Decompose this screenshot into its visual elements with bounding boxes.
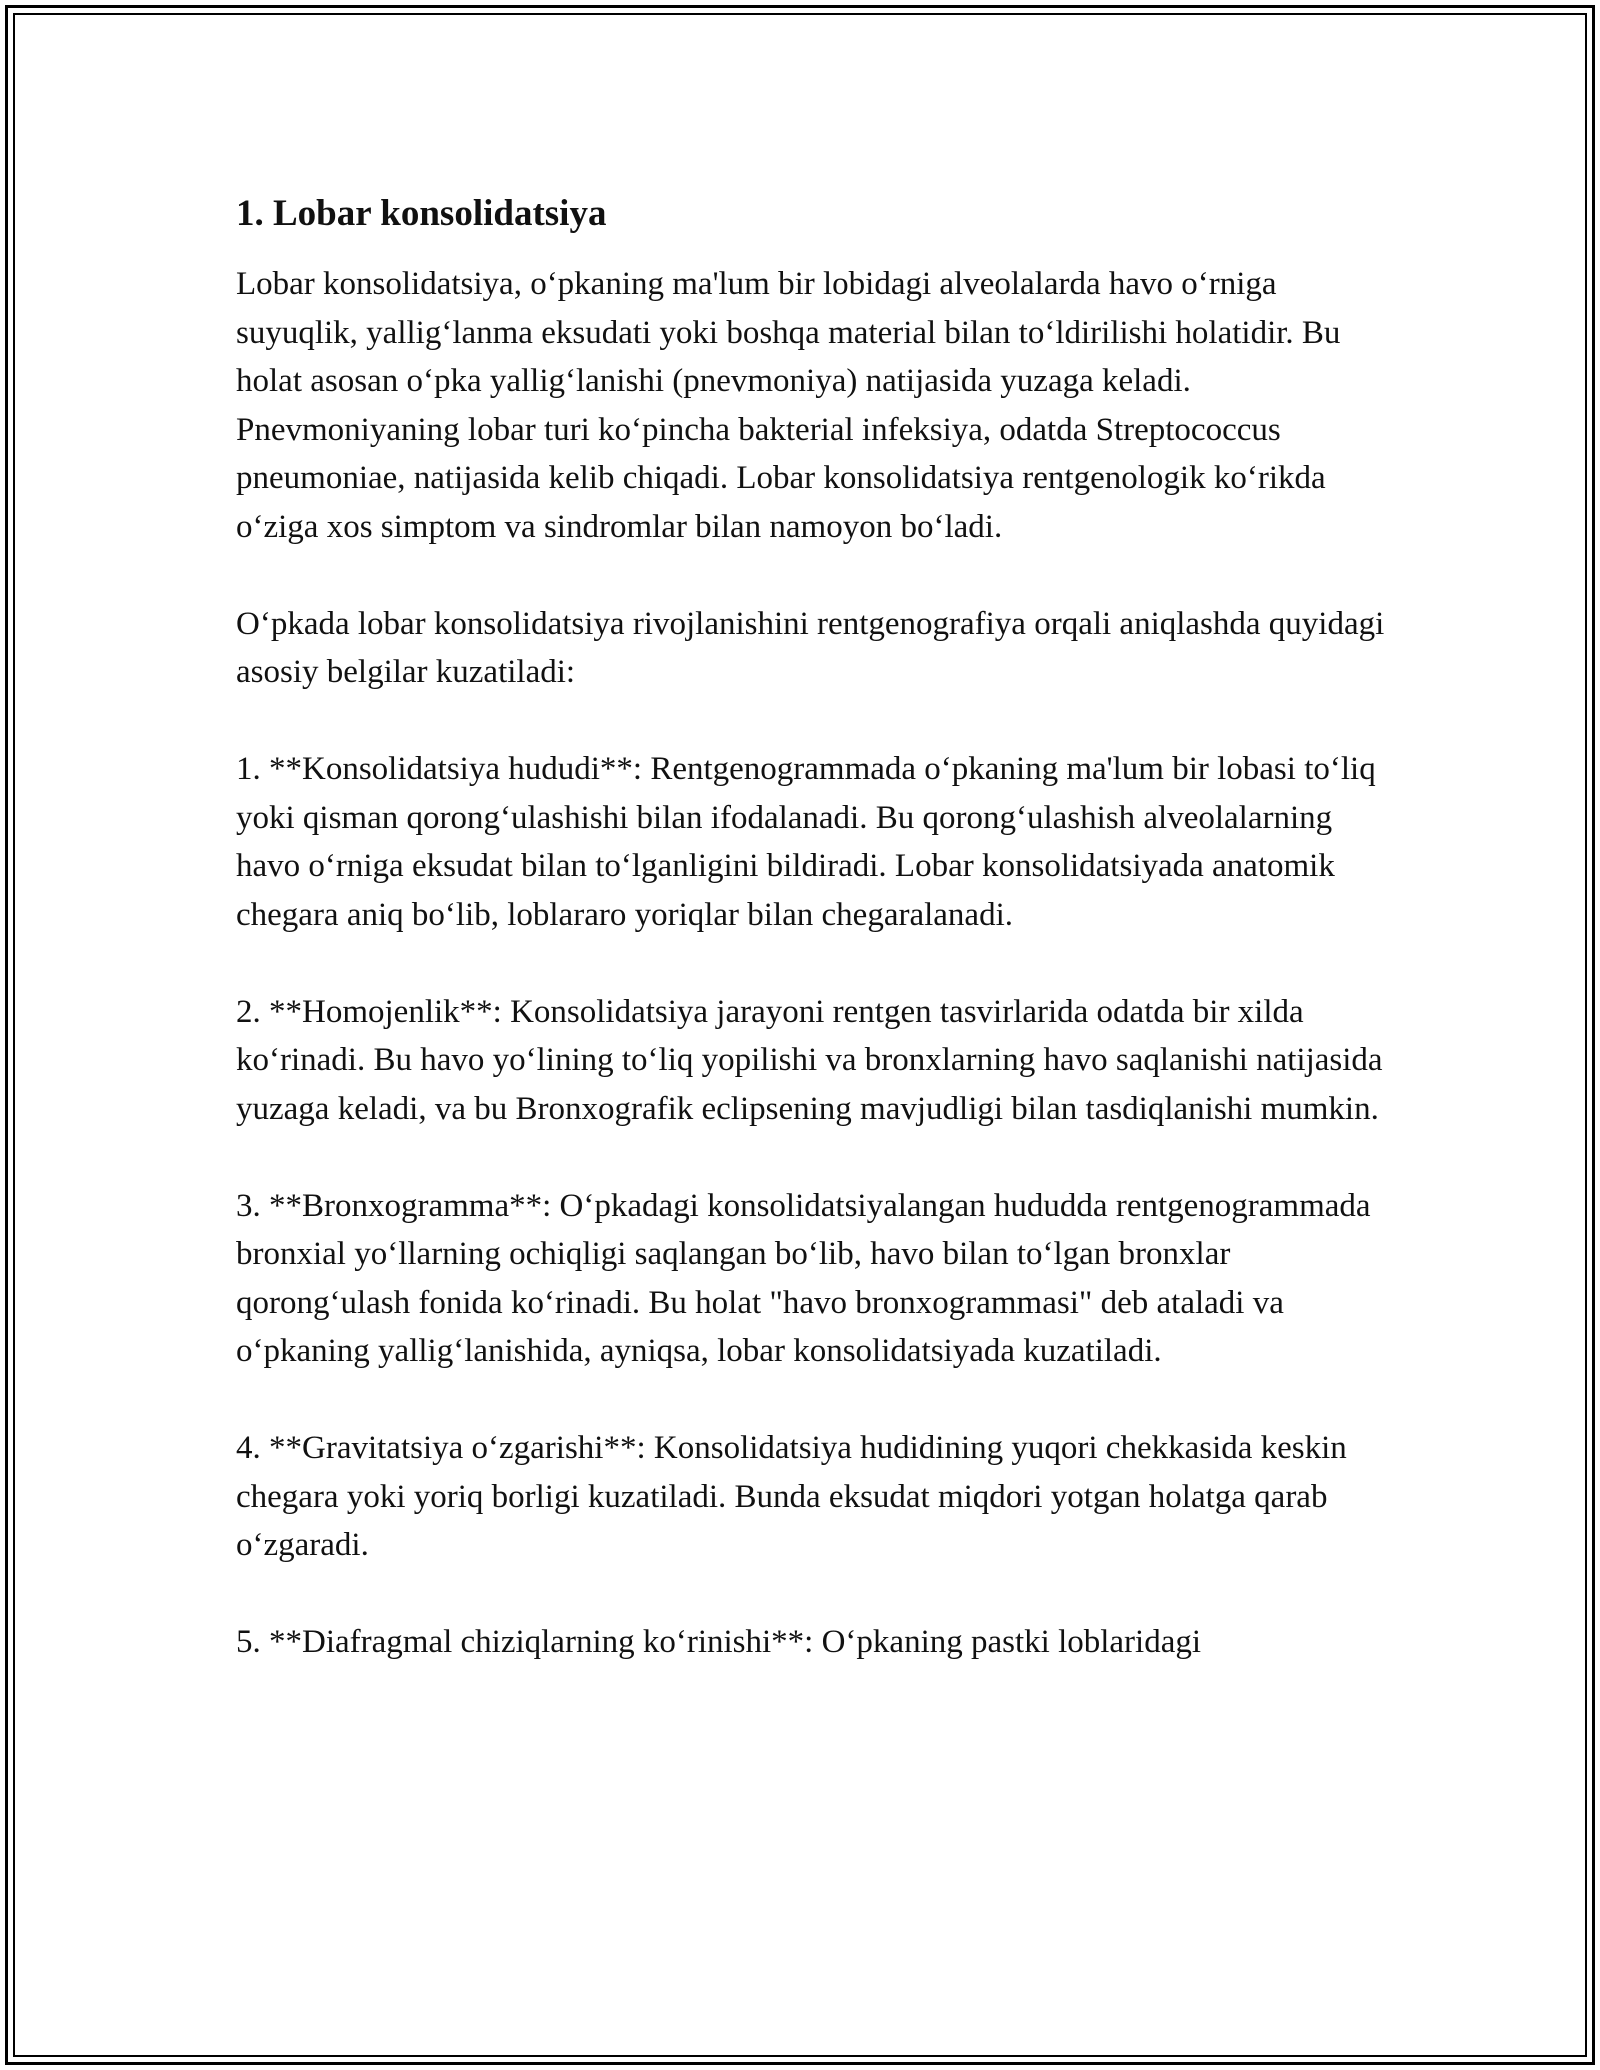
list-item-gravitatsiya: 4. **Gravitatsiya o‘zgarishi**: Konsolidatsiya hudidining yuqori chekkasida keskin chegara yoki yoriq borligi kuzatiladi. Bunda eksudat miqdori yotgan holatga qarab o‘zgaradi. [236,1430,1347,1563]
document-body [236,188,1386,1715]
list-item-bronxogramma: 3. **Bronxogramma**: O‘pkadagi konsolidatsiyalangan hududda rentgenogrammada bronxial yo‘llarning ochiqligi saqlangan bo‘lib, havo bilan to‘lgan bronxlar qorong‘ulash fonida ko‘rinadi. Bu holat "havo bronxogrammasi" deb ataladi va o‘pkaning yallig‘lanishida, ayniqsa, lobar konsolidatsiyada kuzatiladi. [236,1187,1371,1369]
signs-intro-paragraph: O‘pkada lobar konsolidatsiya rivojlanishini rentgenografiya orqali aniqlashda quyidagi asosiy belgilar kuzatiladi: [236,605,1385,690]
list-item-homojenlik: 2. **Homojenlik**: Konsolidatsiya jarayoni rentgen tasvirlarida odatda bir xilda ko‘rinadi. Bu havo yo‘lining to‘liq yopilishi va bronxlarning havo saqlanishi natijasida yuzaga keladi, va bu Bronxografik eclipsening mavjudligi bilan tasdiqlanishi mumkin. [236,993,1383,1127]
list-item-diafragmal: 5. **Diafragmal chiziqlarning ko‘rinishi**: O‘pkaning pastki loblaridagi [236,1624,1202,1660]
list-item-konsolidatsiya-hududi: 1. **Konsolidatsiya hududi**: Rentgenogrammada o‘pkaning ma'lum bir lobasi to‘liq yoki qisman qorong‘ulashishi bilan ifodalanadi. Bu qorong‘ulashish alveolalarning havo o‘rniga eksudat bilan to‘lganligini bildiradi. Lobar konsolidatsiyada anatomik chegara aniq bo‘lib, loblararo yoriqlar bilan chegaralanadi. [236,751,1376,933]
section-heading: 1. Lobar konsolidatsiya [236,193,607,234]
intro-paragraph: Lobar konsolidatsiya, o‘pkaning ma'lum bir lobidagi alveolalarda havo o‘rniga suyuqlik, yallig‘lanma eksudati yoki boshqa material bilan to‘ldirilishi holatidir. Bu holat asosan o‘pka yallig‘lanishi (pnevmoniya) natijasida yuzaga keladi. Pnevmoniyaning lobar turi ko‘pincha bakterial infeksiya, odatda Streptococcus pneumoniae, natijasida kelib chiqadi. Lobar konsolidatsiya rentgenologik ko‘rikda o‘ziga xos simptom va sindromlar bilan namoyon bo‘ladi. [236,266,1341,545]
